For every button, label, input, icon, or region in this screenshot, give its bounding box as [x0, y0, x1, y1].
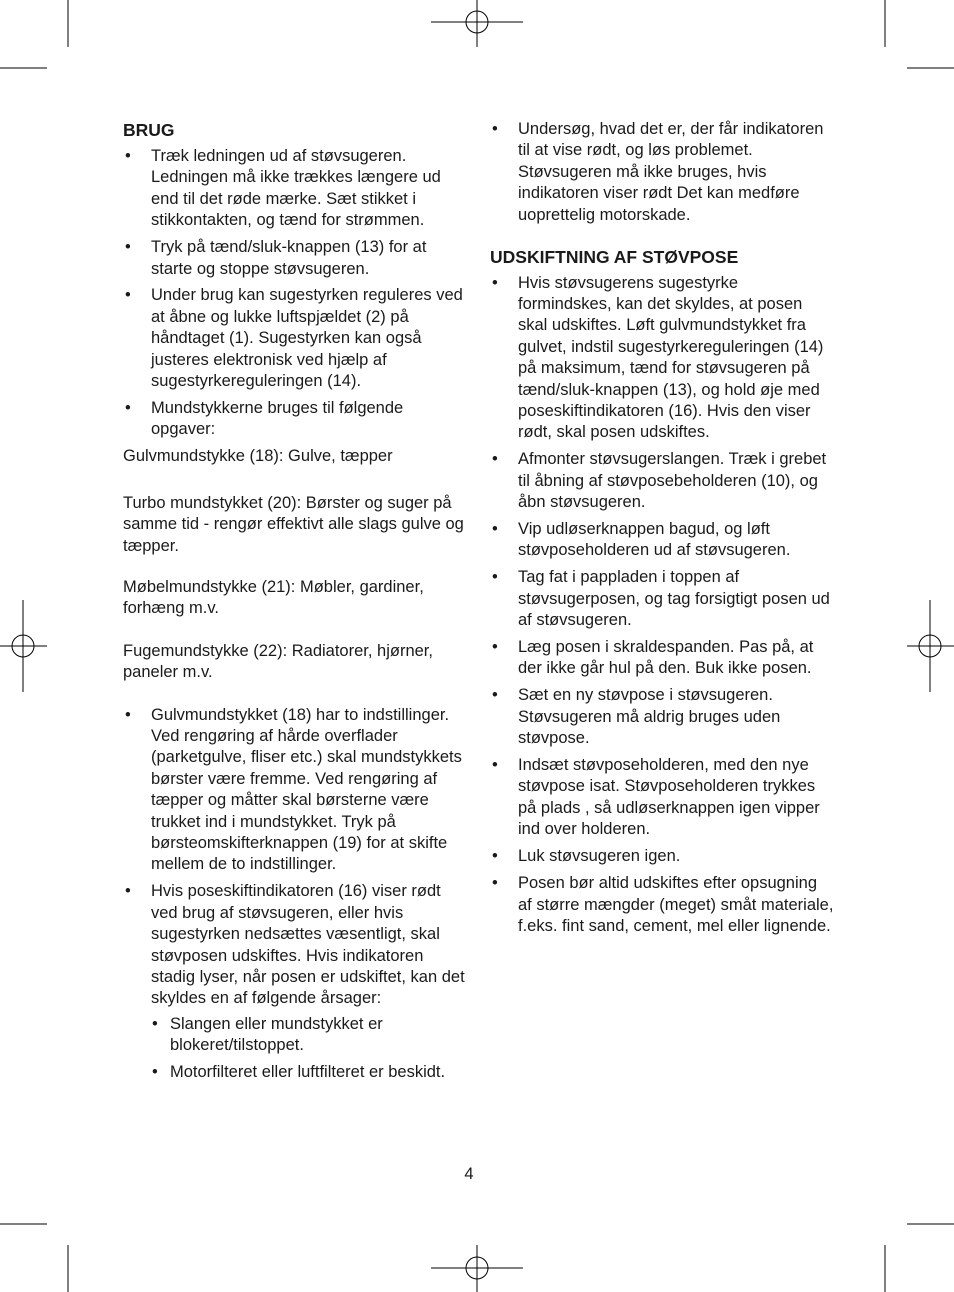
list-item: • Gulvmundstykket (18) har to indstillinger. Ved rengøring af hårde overflader (parketgulve, fliser etc.) skal mundstykkets børster være fremme. Ved rengøring af tæpper og måtter skal børsterne være trukket ind i mundstykket. Tryk på børsteomskifterknappen (19) for at skifte mellem de to indstillinger. [123, 705, 468, 876]
right-column [490, 119, 835, 943]
list-item: • Posen bør altid udskiftes efter opsugning af større mængder (meget) småt materiale, f.eks. fint sand, cement, mel eller lignende. [490, 873, 835, 937]
nozzle-crevice: Fugemundstykke (22): Radiatorer, hjørner, paneler m.v. [123, 641, 433, 682]
list-item: • Tag fat i pappladen i toppen af støvsugerposen, og tag forsigtigt posen ud af støvsugeren. [490, 567, 835, 631]
registration-mark-top [431, 0, 523, 47]
list-item: • Vip udløserknappen bagud, og løft støvposeholderen ud af støvsugeren. [490, 519, 835, 562]
registration-mark-right [907, 600, 954, 692]
list-item: • Træk ledningen ud af støvsugeren. Ledningen må ikke trækkes længere ud end til det røde mærke. Sæt stikket i stikkontakten, og tænd for strømmen. [123, 146, 468, 232]
sub-list-item: • Motorfilteret eller luftfilteret er beskidt. [151, 1062, 468, 1083]
list-item-text: Hvis poseskiftindikatoren (16) viser rødt ved brug af støvsugeren, eller hvis sugestyrken nedsættes væsentligt, skal støvposen udskiftes. Hvis indikatoren stadig lyser, når posen er udskiftet, kan det skyldes en af følgende årsager: [151, 882, 465, 1008]
dustbag-list [490, 273, 835, 938]
nozzle-turbo: Turbo mundstykket (20): Børster og suger på samme tid - rengør effektivt alle slags gulve og tæpper. [123, 493, 464, 555]
list-item: • Mundstykkerne bruges til følgende opgaver: [123, 398, 468, 441]
list-item: • Luk støvsugeren igen. [490, 846, 835, 867]
list-item: • Indsæt støvposeholderen, med den nye støvpose isat. Støvposeholderen trykkes på plads , så udløserknappen igen vipper ind over holderen. [490, 755, 835, 841]
section-heading-brug: BRUG [123, 120, 175, 140]
list-item: • Læg posen i skraldespanden. Pas på, at der ikke går hul på den. Buk ikke posen. [490, 637, 835, 680]
indicator-list [490, 119, 835, 226]
list-item: • Sæt en ny støvpose i støvsugeren. Støvsugeren må aldrig bruges uden støvpose. [490, 685, 835, 749]
list-item: • Hvis støvsugerens sugestyrke formindskes, kan det skyldes, at posen skal udskiftes. Løft gulvmundstykket fra gulvet, indstil sugestyrkereguleringen (14) på maksimum, tænd for støvsugeren på tænd/sluk-knappen (13), og hold øje med poseskiftindikatoren (16). Hvis den viser rødt, skal posen udskiftes. [490, 273, 835, 444]
list-item: • Undersøg, hvad det er, der får indikatoren til at vise rødt, og løs problemet. Støvsugeren må ikke bruges, hvis indikatoren viser rødt Det kan medføre uoprettelig motorskade. [490, 119, 835, 226]
registration-mark-bottom [431, 1245, 523, 1292]
usage-list [123, 146, 468, 441]
list-item [123, 881, 468, 1083]
left-column [123, 119, 468, 1089]
cause-sublist [151, 1014, 468, 1084]
list-item: • Under brug kan sugestyrken reguleres ved at åbne og lukke luftspjældet (2) på håndtaget (1). Sugestyrken kan også justeres elektronisk ved hjælp af sugestyrkereguleringen (14). [123, 285, 468, 392]
usage-list-continued [123, 705, 468, 1084]
list-item: • Tryk på tænd/sluk-knappen (13) for at starte og stoppe støvsugeren. [123, 237, 468, 280]
registration-mark-left [0, 600, 47, 692]
list-item: • Afmonter støvsugerslangen. Træk i grebet til åbning af støvposebeholderen (10), og åbn støvsugeren. [490, 449, 835, 513]
sub-list-item: • Slangen eller mundstykket er blokeret/tilstoppet. [151, 1014, 468, 1057]
nozzle-furniture: Møbelmundstykke (21): Møbler, gardiner, forhæng m.v. [123, 577, 424, 618]
page-number: 4 [464, 1165, 474, 1183]
nozzle-floor: Gulvmundstykke (18): Gulve, tæpper [123, 447, 393, 466]
section-heading-dustbag: UDSKIFTNING AF STØVPOSE [490, 246, 739, 267]
